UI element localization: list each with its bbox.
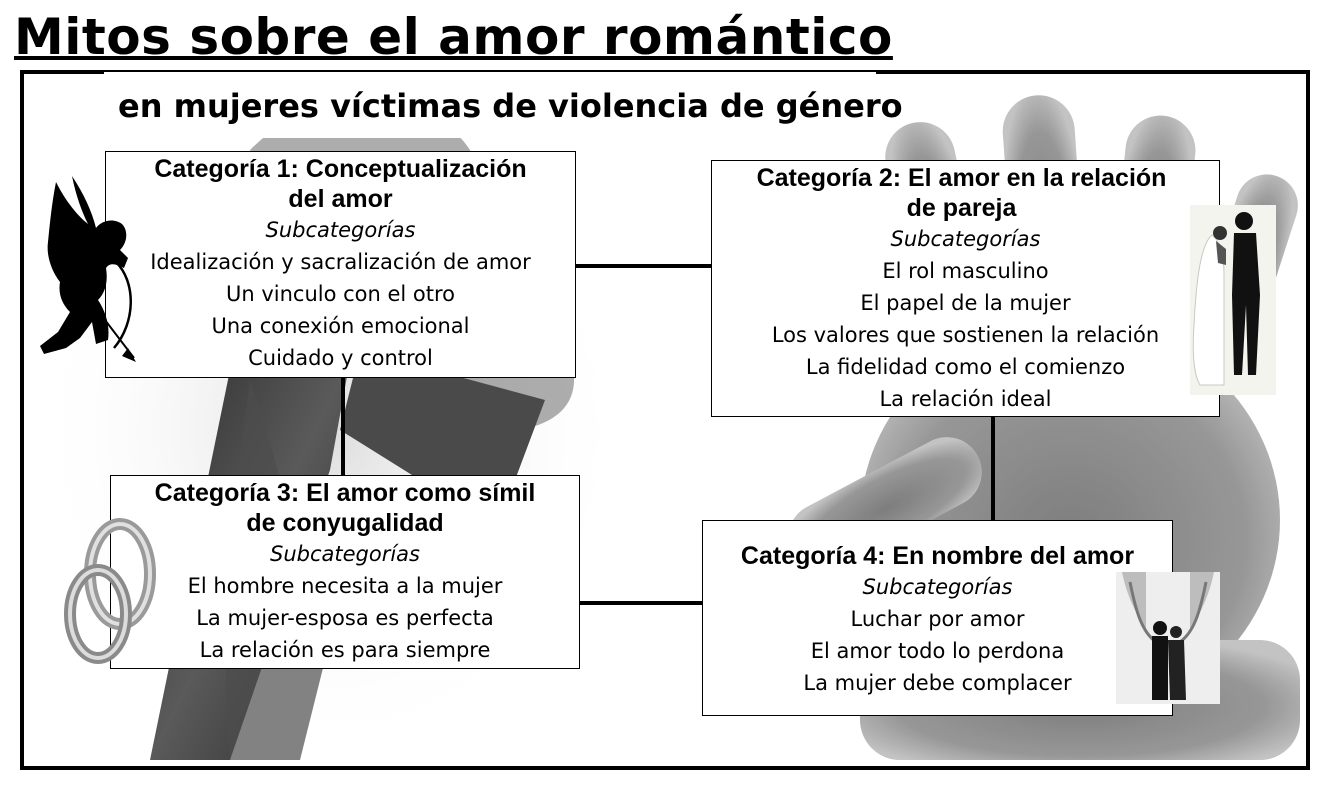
subcategory-item: El rol masculino <box>882 259 1049 283</box>
category-box-3 <box>110 475 580 669</box>
wedding-rings-icon <box>58 512 158 670</box>
category-box-2 <box>711 160 1220 417</box>
subcategory-item: Cuidado y control <box>248 346 433 370</box>
subcategory-item: Una conexión emocional <box>211 314 470 338</box>
subcategory-item: Idealización y sacralización de amor <box>150 250 531 274</box>
subcategory-item: Un vinculo con el otro <box>225 282 456 306</box>
subcategories-heading: Subcategorías <box>862 575 1013 599</box>
subtitle: en mujeres víctimas de violencia de género <box>118 87 903 125</box>
subcategory-item: Luchar por amor <box>850 607 1025 631</box>
category-title: Categoría 2: El amor en la relación de pareja <box>756 164 1167 222</box>
category-box-1 <box>105 151 576 378</box>
wedding-couple-icon <box>1190 205 1276 395</box>
cupid-icon <box>36 172 140 368</box>
subcategory-item: La mujer debe complacer <box>803 671 1072 695</box>
category-title: Categoría 1: Conceptualización del amor <box>154 155 527 213</box>
subcategory-item: La fidelidad como el comienzo <box>805 355 1126 379</box>
puppet-couple-icon <box>1116 572 1220 704</box>
subcategory-item: La relación ideal <box>879 387 1052 411</box>
subcategory-item: La mujer-esposa es perfecta <box>196 606 494 630</box>
subcategories-heading: Subcategorías <box>270 542 420 566</box>
category-title: Categoría 4: En nombre del amor <box>740 542 1135 570</box>
category-box-4 <box>702 520 1173 716</box>
subcategory-item: La relación es para siempre <box>199 638 491 662</box>
subcategory-item: Los valores que sostienen la relación <box>771 323 1160 347</box>
category-title: Categoría 3: El amor como símil de conyugalidad <box>154 479 536 537</box>
subcategories-heading: Subcategorías <box>890 227 1041 251</box>
main-title: Mitos sobre el amor romántico <box>14 8 893 66</box>
subcategory-item: El amor todo lo perdona <box>810 639 1065 663</box>
subcategories-heading: Subcategorías <box>265 218 416 242</box>
subcategory-item: El papel de la mujer <box>860 291 1071 315</box>
subcategory-item: El hombre necesita a la mujer <box>187 574 503 598</box>
